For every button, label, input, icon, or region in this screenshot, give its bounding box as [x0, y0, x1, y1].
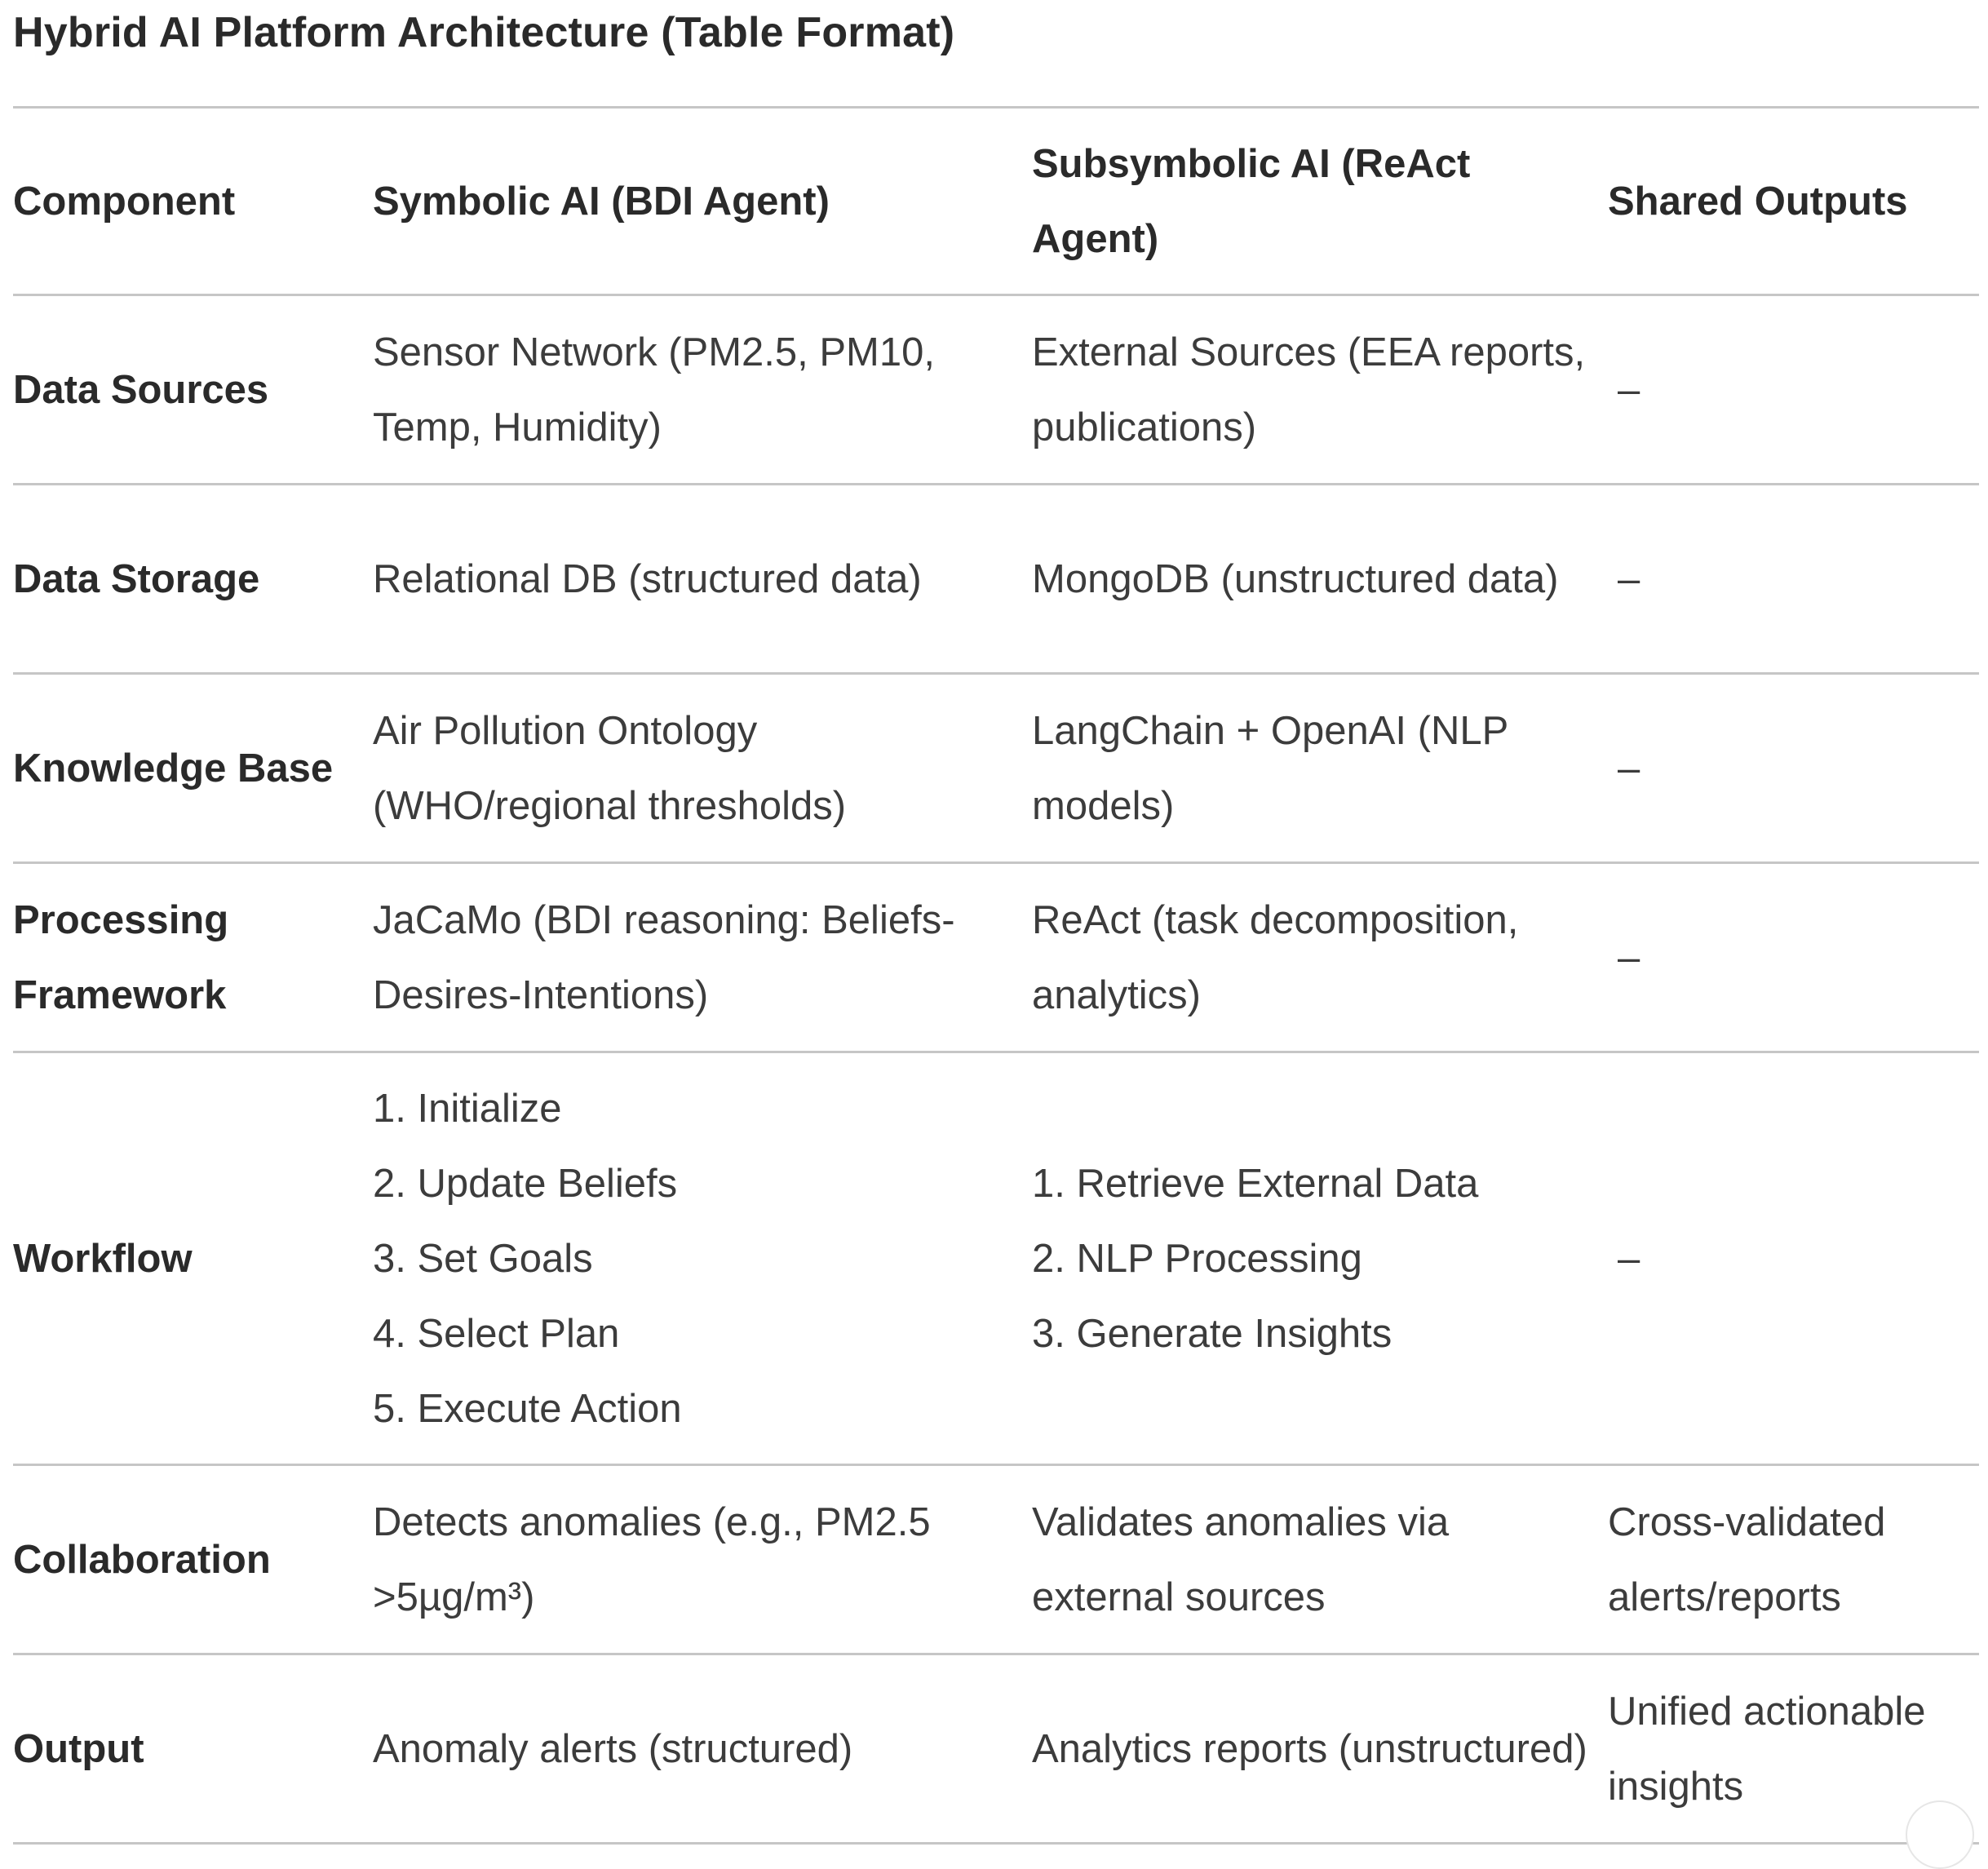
header-subsymbolic: Subsymbolic AI (ReAct Agent) [1032, 108, 1608, 295]
header-shared: Shared Outputs [1608, 108, 1979, 295]
row-label-collaboration: Collaboration [13, 1465, 373, 1654]
cell-subsymbolic: Validates anomalies via external sources [1032, 1465, 1608, 1654]
cell-shared [1608, 295, 1979, 485]
dash: – [1618, 556, 1640, 601]
cell-subsymbolic: Analytics reports (unstructured) [1032, 1654, 1608, 1844]
workflow-step: 1. Initialize [373, 1086, 562, 1131]
table-row [13, 674, 1979, 863]
workflow-step: 1. Retrieve External Data [1032, 1161, 1479, 1206]
table-row [13, 485, 1979, 674]
workflow-step: 2. Update Beliefs [373, 1161, 678, 1206]
cell-symbolic: JaCaMo (BDI reasoning: Beliefs-Desires-Intentions) [373, 863, 1032, 1052]
cell-shared [1608, 863, 1979, 1052]
row-label-data-storage: Data Storage [13, 485, 373, 674]
cell-symbolic: Air Pollution Ontology (WHO/regional thresholds) [373, 674, 1032, 863]
scroll-down-button[interactable] [1906, 1800, 1974, 1869]
row-label-processing-framework: Processing Framework [13, 863, 373, 1052]
workflow-step: 4. Select Plan [373, 1311, 620, 1356]
cell-subsymbolic: ReAct (task decomposition, analytics) [1032, 863, 1608, 1052]
workflow-step: 2. NLP Processing [1032, 1236, 1362, 1281]
cell-shared [1608, 485, 1979, 674]
document [13, 0, 1979, 1845]
workflow-step: 3. Generate Insights [1032, 1311, 1392, 1356]
cell-symbolic: Detects anomalies (e.g., PM2.5 >5µg/m³) [373, 1465, 1032, 1654]
cell-symbolic: Anomaly alerts (structured) [373, 1654, 1032, 1844]
cell-symbolic: Relational DB (structured data) [373, 485, 1032, 674]
workflow-step: 5. Execute Action [373, 1386, 682, 1431]
table-header [13, 108, 1979, 295]
cell-shared: Cross-validated alerts/reports [1608, 1465, 1979, 1654]
row-label-output: Output [13, 1654, 373, 1844]
header-symbolic: Symbolic AI (BDI Agent) [373, 108, 1032, 295]
cell-subsymbolic: LangChain + OpenAI (NLP models) [1032, 674, 1608, 863]
architecture-table [13, 106, 1979, 1845]
workflow-step: 3. Set Goals [373, 1236, 593, 1281]
dash: – [1618, 746, 1640, 791]
cell-subsymbolic: External Sources (EEA reports, publications) [1032, 295, 1608, 485]
cell-shared: Unified actionable insights [1608, 1654, 1979, 1844]
table-row [13, 1654, 1979, 1844]
page-title: Hybrid AI Platform Architecture (Table Format) [13, 9, 955, 56]
cell-subsymbolic: MongoDB (unstructured data) [1032, 485, 1608, 674]
cell-shared [1608, 1052, 1979, 1465]
row-label-data-sources: Data Sources [13, 295, 373, 485]
table-body [13, 295, 1979, 1844]
cell-symbolic: Sensor Network (PM2.5, PM10, Temp, Humidity) [373, 295, 1032, 485]
table-row [13, 863, 1979, 1052]
table-row [13, 1465, 1979, 1654]
cell-shared [1608, 674, 1979, 863]
cell-symbolic [373, 1052, 1032, 1465]
table-row [13, 1052, 1979, 1465]
header-component: Component [13, 108, 373, 295]
row-label-workflow: Workflow [13, 1052, 373, 1465]
table-row [13, 295, 1979, 485]
header-row [13, 108, 1979, 295]
dash: – [1618, 935, 1640, 980]
row-label-knowledge-base: Knowledge Base [13, 674, 373, 863]
cell-subsymbolic [1032, 1052, 1608, 1465]
dash: – [1618, 367, 1640, 412]
dash: – [1618, 1236, 1640, 1281]
